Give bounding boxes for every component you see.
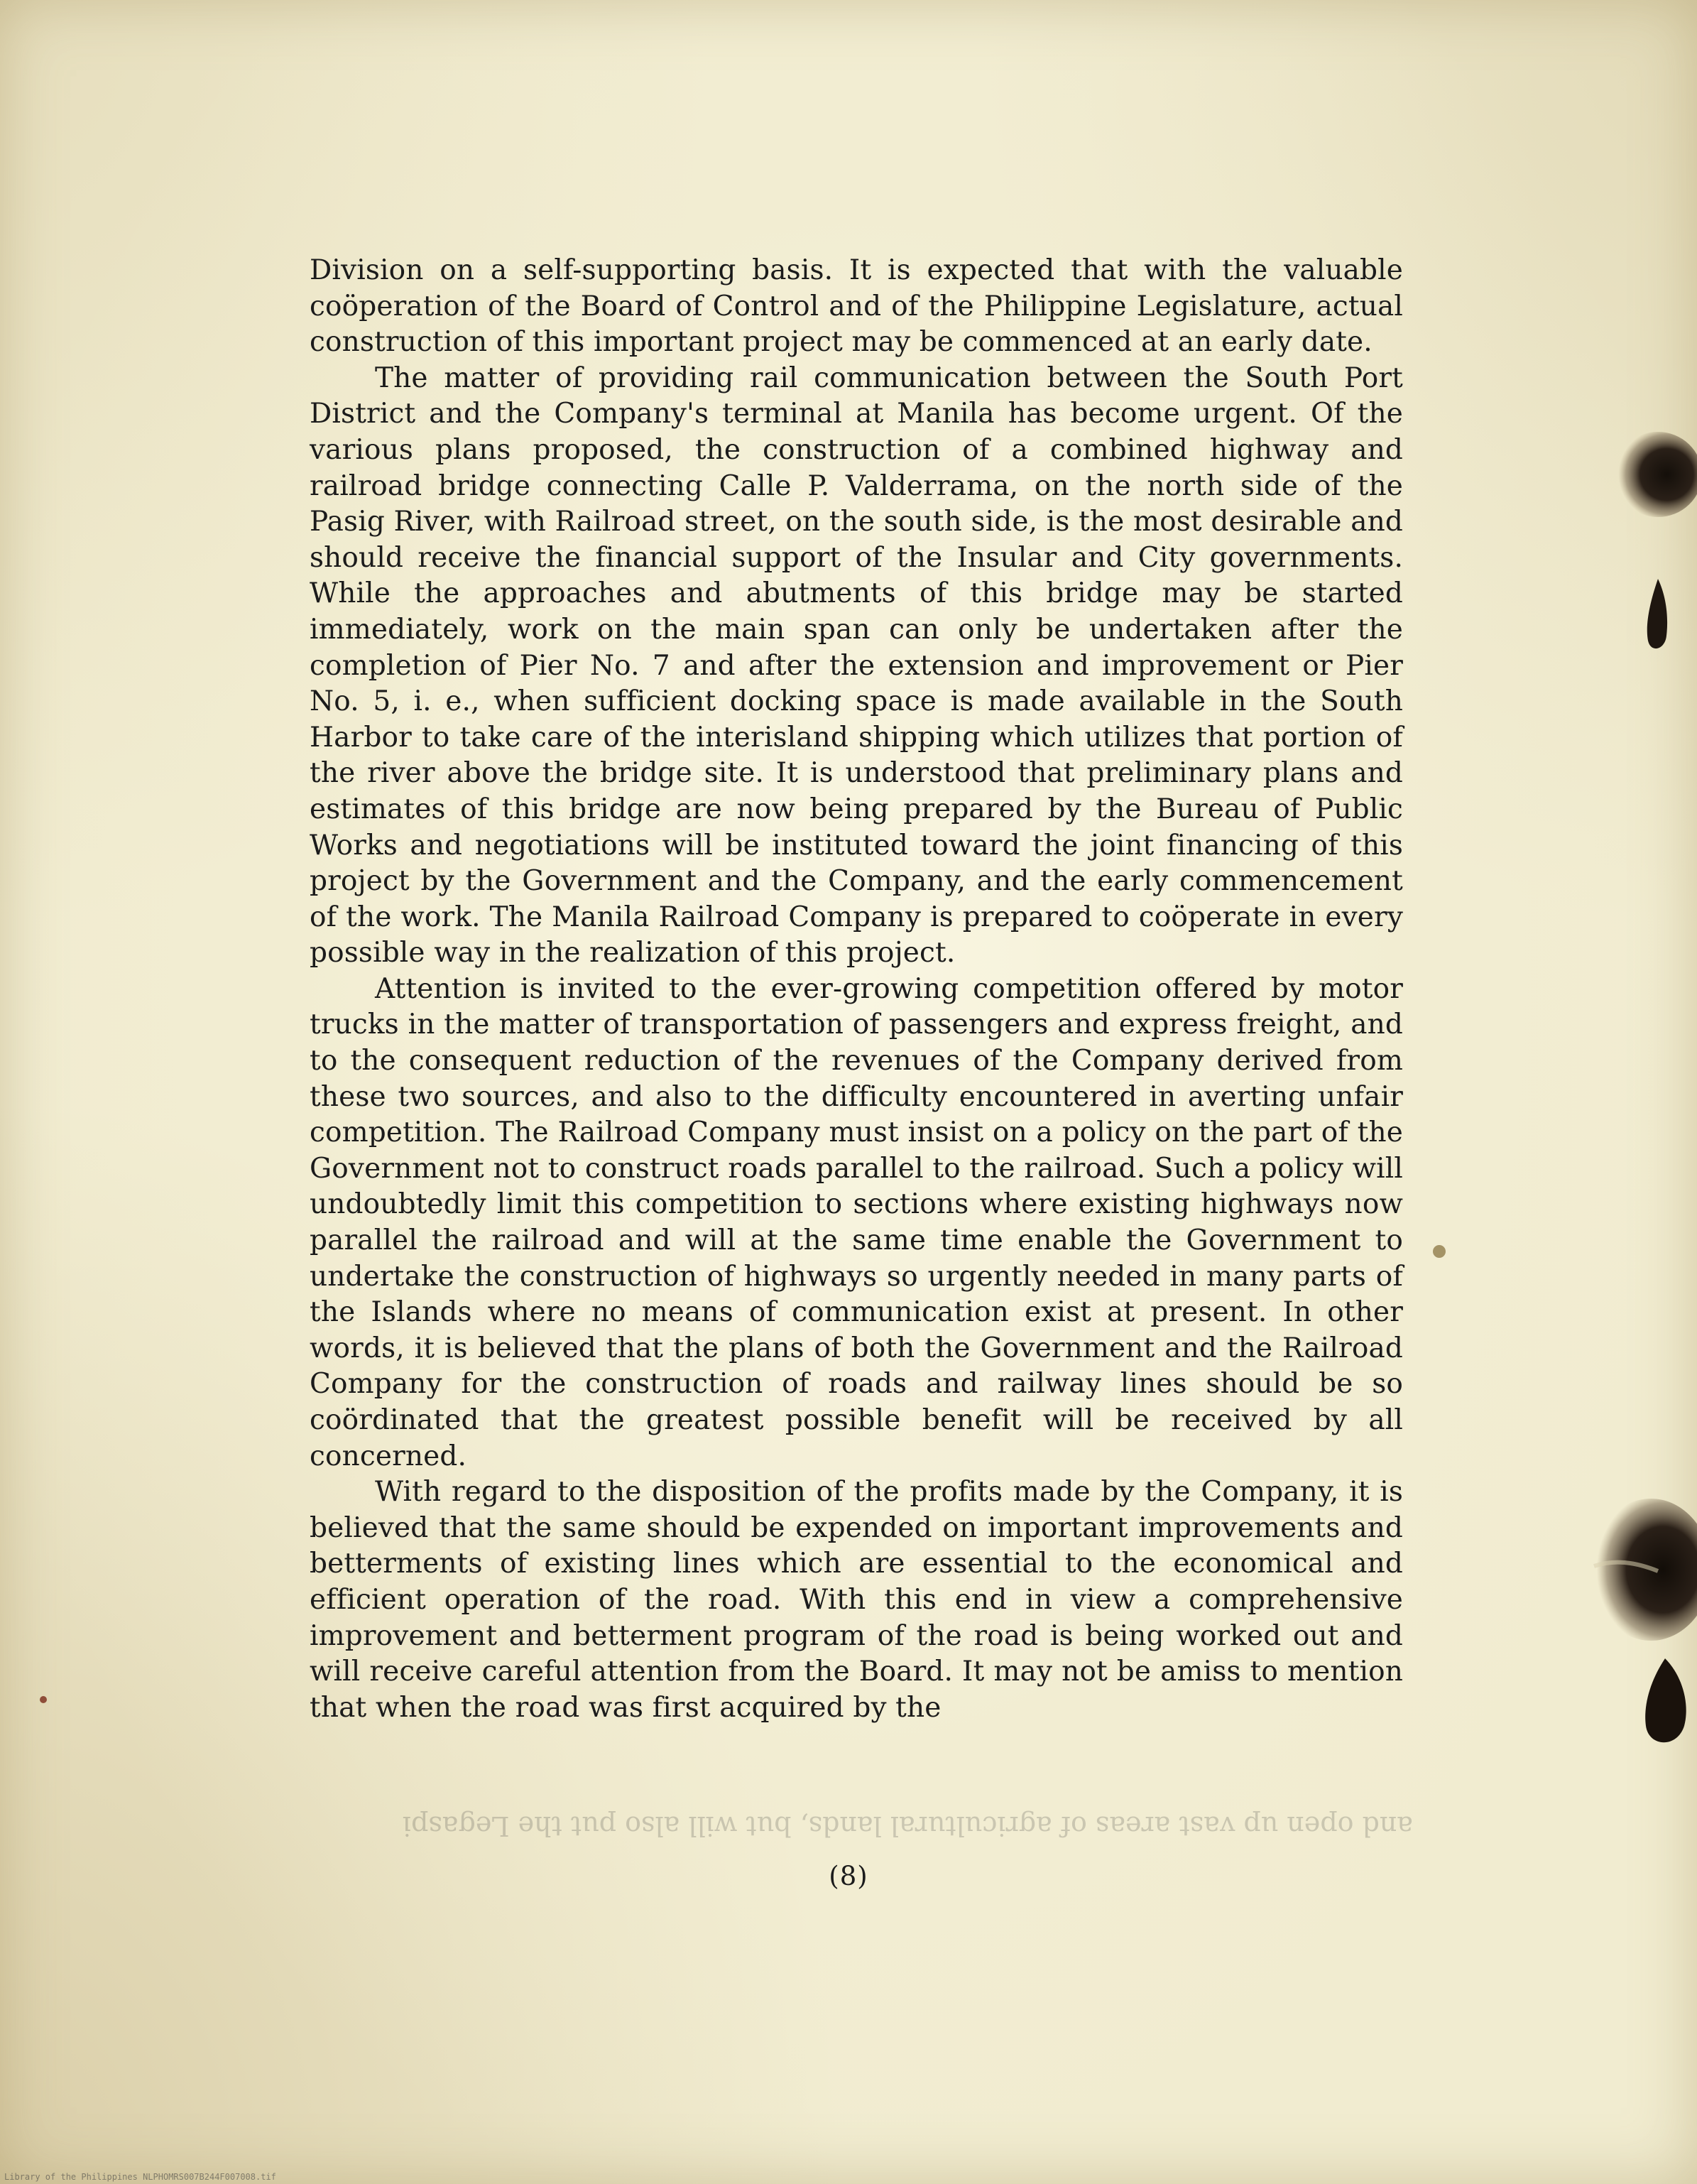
ink-drip-lower: [1633, 1655, 1697, 1754]
paragraph-1: Division on a self-supporting basis. It is expected that with the valuable coöperation of the Board of Control and of the Philippine Legislature, actual construction of this important project may be commenced at an early date.: [310, 254, 1403, 359]
paragraph-4: With regard to the disposition of the profits made by the Company, it is believed that the same should be expended on important improvements and betterments of existing lines which are essential to the economical and efficient operation of the road. With this end in view a comprehensive improvement and betterment program of the road is being worked out and will receive careful attention from the Board. It may not be amiss to mention that when the road was first acquired by the: [310, 1476, 1403, 1724]
paragraph-2: The matter of providing rail communication between the South Port District and the Company's terminal at Manila has become urgent. Of the various plans proposed, the construction of a combined highway and railroad bridge connecting Calle P. Valderrama, on the north side of the Pasig River, with Railroad street, on the south side, is the most desirable and should receive the financial support of the Insular and City governments. While the approaches and abutments of this bridge may be started immediately, work on the main span can only be undertaken after the completion of Pier No. 7 and after the extension and improvement or Pier No. 5, i. e., when sufficient docking space is made available in the South Harbor to take care of the interisland shipping which utilizes that portion of the river above the bridge site. It is understood that preliminary plans and estimates of this bridge are now being prepared by the Bureau of Public Works and negotiations will be instituted toward the joint financing of this project by the Government and the Company, and the early commencement of the work. The Manila Railroad Company is prepared to coöperate in every possible way in the realization of this project.: [310, 362, 1403, 969]
small-stain-right: [1431, 1243, 1448, 1260]
paragraph-3: Attention is invited to the ever-growing competition offered by motor trucks in the matter of transportation of passengers and express freight, and to the consequent reduction of the revenues of the Company derived from these two sources, and also to the difficulty encountered in averting unfair competition. The Railroad Company must insist on a policy on the part of the Government not to construct roads parallel to the railroad. Such a policy will undoubtedly limit this competition to sections where existing highways now parallel the railroad and will at the same time enable the Government to undertake the construction of highways so urgently needed in many parts of the Islands where no means of communication exist at present. In other words, it is believed that the plans of both the Government and the Railroad Company for the construction of roads and railway lines should be so coördinated that the greatest possible benefit will be received by all concerned.: [310, 972, 1403, 1472]
ink-blot-lower: [1573, 1492, 1697, 1648]
small-stain-left: [38, 1695, 48, 1705]
page-number: (8): [829, 1861, 868, 1891]
bleed-through-text: and open up vast areas of agricultural lands, but will also put the Legaspi: [402, 1810, 1413, 1842]
body-text: [310, 253, 1403, 1726]
ink-drip-upper: [1637, 575, 1679, 661]
ink-blot-upper: [1598, 419, 1697, 533]
archive-footer-stamp: Library of the Philippines NLPHOMRS007B244F007008.tif: [4, 2172, 276, 2182]
